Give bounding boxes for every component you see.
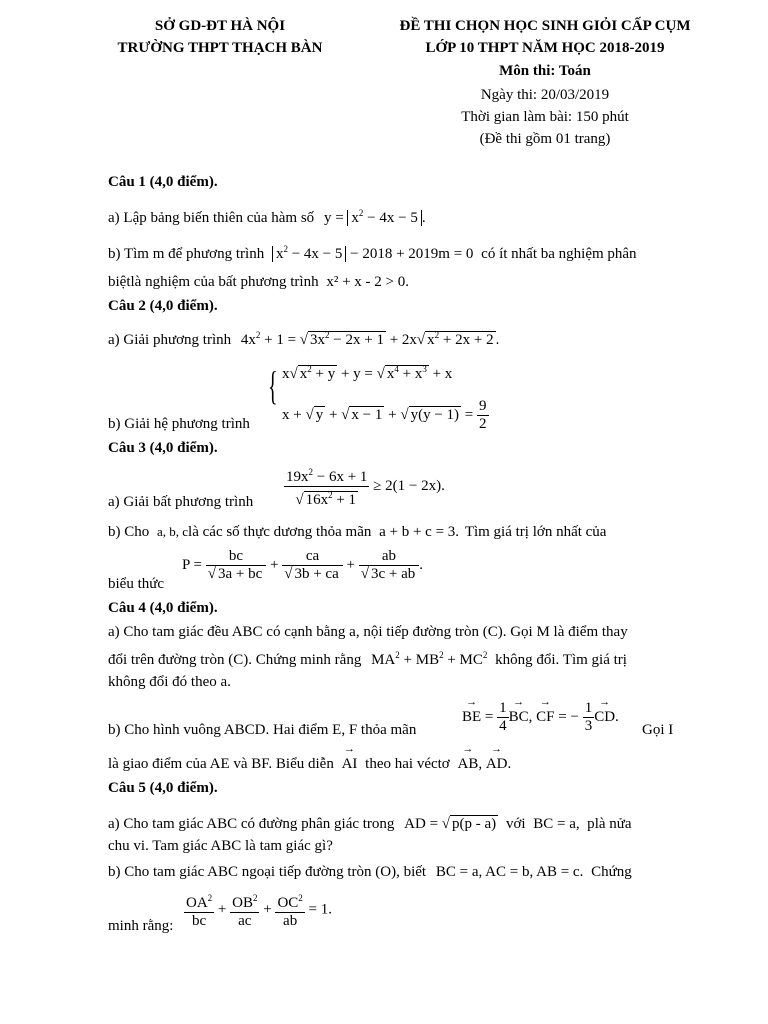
q2-b: b) Giải hệ phương trình xyxy=(108,416,250,432)
exam-title: ĐỀ THI CHỌN HỌC SINH GIỎI CẤP CỤM xyxy=(399,18,691,34)
q2-system-eq1: x√ $x^2 + y + y$ = √ $x^4 + x^3 + x$ xyxy=(282,364,453,382)
q3-title: Câu 3 (4,0 điểm). xyxy=(108,440,218,456)
q5-title: Câu 5 (4,0 điểm). xyxy=(108,780,218,796)
q5-b1: b) Cho tam giác ABC ngoại tiếp đường tròn (O), biết BC = a, AC = b, AB = c. Chứng xyxy=(108,864,632,880)
grade-year: LỚP 10 THPT NĂM HỌC 2018-2019 xyxy=(425,40,665,56)
q1-equation: $x^2 - 4x - 5 - 2018 + 2019m = 0$ xyxy=(272,246,473,262)
q3-expression: P = $\frac{bc}{√ 3a + bc}$ + $\frac{ca}{√ 3b + ca}$ + $\frac{ab}{√ 3c + ab}$ . xyxy=(182,548,423,582)
exam-duration: Thời gian làm bài: 150 phút xyxy=(461,109,629,125)
dept-name: SỞ GD-ĐT HÀ NỘI xyxy=(154,18,286,34)
q1-title: Câu 1 (4,0 điểm). xyxy=(108,174,218,190)
q5-a1: a) Cho tam giác ABC có đường phân giác trong AD = √ p(p - a) với BC = a, plà nửa xyxy=(108,816,632,832)
school-name: TRƯỜNG THPT THẠCH BÀN xyxy=(117,40,323,56)
q3-inequality: $\frac{19x^2 - 6x + 1}{√ 16x^2 + 1}$ ≥ 2(1 − 2x). xyxy=(284,464,445,509)
q4-a1: a) Cho tam giác đều ABC có cạnh bằng a, nội tiếp đường tròn (C). Gọi M là điểm thay xyxy=(108,624,628,640)
q1-function: $y = x^2 - 4x - 5$ . xyxy=(323,208,426,226)
vector-basis: → AB, → AD. xyxy=(458,756,512,772)
q4-b1: b) Cho hình vuông ABCD. Hai điểm E, F thỏa mãn xyxy=(108,722,417,738)
q4-title: Câu 4 (4,0 điểm). xyxy=(108,600,218,616)
q1-b: b) Tìm m để phương trình $x^2 - 4x - 5 - 2018 + 2019m = 0$ có ít nhất ba nghiệm phân xyxy=(108,244,637,262)
vector-ai: → AI xyxy=(342,756,358,773)
q2-equation: $4x^2 + 1$ = √ $3x^2 - 2x + 1 + 2x√$ $x^2 + 2x + 2$ . xyxy=(240,330,500,348)
q4-vectors: → BE = $\frac{1}{4}$ → BC, → CF = − $\frac{1}{3}$ → CD. xyxy=(462,700,619,735)
q2-title: Câu 2 (4,0 điểm). xyxy=(108,298,218,314)
q3-b-expr-label: biểu thức xyxy=(108,576,165,592)
q5-identity: $\frac{OA^2}{bc}$ + $\frac{OB^2}{ac}$ + $\frac{OC^2}{ab}$ = 1. xyxy=(184,890,332,930)
system-brace: { xyxy=(268,363,278,408)
q5-a2: chu vi. Tam giác ABC là tam giác gì? xyxy=(108,838,333,854)
subject: Môn thi: Toán xyxy=(499,63,591,79)
q4-a3: không đổi đó theo a. xyxy=(108,674,231,690)
q4-sum: $MA^2 + MB^2 + MC^2$ xyxy=(371,650,488,668)
q4-b2: Gọi I xyxy=(642,722,674,738)
page-count: (Đề thi gồm 01 trang) xyxy=(479,131,611,147)
q1-b-cont: biệtlà nghiệm của bất phương trình x² + x - 2 > 0. xyxy=(108,274,410,290)
q3-a: a) Giải bất phương trình xyxy=(108,494,254,510)
q5-bc: BC = a, p xyxy=(533,816,595,832)
exam-date: Ngày thi: 20/03/2019 xyxy=(480,87,610,103)
q4-b3: là giao điểm của AE và BF. Biểu diễn → AI theo hai véctơ → AB, → AD. xyxy=(108,756,511,773)
q1-inequality: x² + x - 2 > 0. xyxy=(326,274,410,290)
q4-a2: đổi trên đường tròn (C). Chứng minh rằng $MA^2 + MB^2 + MC^2$ không đổi. Tìm giá trị xyxy=(108,650,627,668)
q2-system-eq2: x + √ y + √ x − 1 + √ y(y − 1) = $\frac{9}{2}$ xyxy=(282,398,487,432)
q1-a: a) Lập bảng biến thiên của hàm số $y = x^2 - 4x - 5$ . xyxy=(108,208,426,226)
q2-a: a) Giải phương trình $4x^2 + 1$ = √ $3x^2 - 2x + 1 + 2x√$ $x^2 + 2x + 2$ . xyxy=(108,330,500,348)
q5-bisector: AD = √ p(p - a) xyxy=(404,816,497,832)
q5-b2: minh rằng: xyxy=(108,918,174,934)
q3-b: b) Cho a, b, clà các số thực dương thỏa mãn a + b + c = 3. Tìm giá trị lớn nhất của xyxy=(108,524,607,540)
